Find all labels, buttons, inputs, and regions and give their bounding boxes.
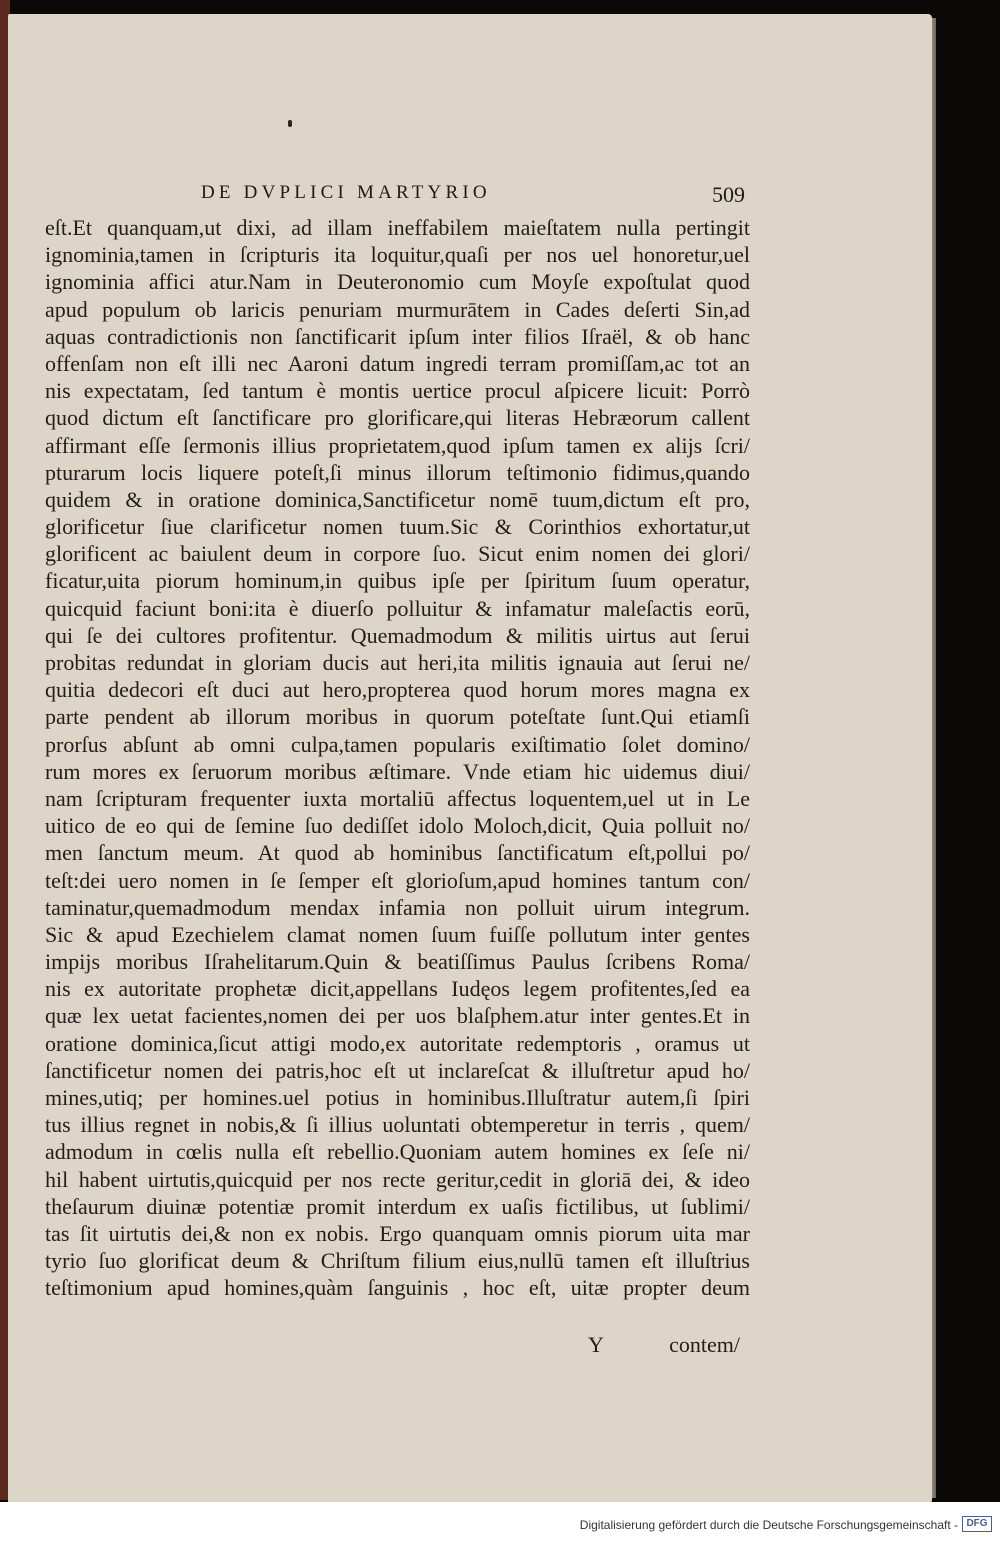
text-line: rum mores ex ſeruorum moribus æſtimare. Vnde etiam hic uidemus diui/ — [45, 758, 750, 784]
text-line: ſanctificetur nomen dei patris,hoc eſt ut inclareſcat & illuſtretur apud ho/ — [45, 1057, 750, 1083]
text-line: prorſus abſunt ab omni culpa,tamen popularis exiſtimatio ſolet domino/ — [45, 731, 750, 757]
text-line: tyrio ſuo glorificat deum & Chriſtum filium eius,nullū tamen eſt illuſtrius — [45, 1248, 750, 1274]
text-line: mines,utiq; per homines.uel potius in hominibus.Illuſtratur autem,ſi ſpiri — [45, 1085, 750, 1110]
page-header — [195, 182, 745, 212]
text-line: tas ſit uirtutis dei,& non ex nobis. Ergo quanquam omnis piorum uita mar — [45, 1220, 750, 1246]
text-line: tus illius regnet in nobis,& ſi illius uoluntati obtemperetur in terris , quem/ — [45, 1112, 750, 1138]
text-line: probitas redundat in gloriam ducis aut heri,ita militis ignauia aut ſerui ne/ — [45, 650, 750, 675]
digitization-footer — [0, 1502, 1000, 1551]
running-head: DE DVPLICI MARTYRIO — [201, 182, 491, 203]
text-line: ignominia,tamen in ſcripturis ita loquitur,quaſi per nos uel honoretur,uel — [45, 242, 750, 268]
text-line: impijs moribus Iſrahelitarum.Quin & beatiſſimus Paulus ſcribens Roma/ — [45, 949, 750, 975]
text-line: admodum in cœlis nulla eſt rebellio.Quoniam autem homines ex ſeſe ni/ — [45, 1139, 750, 1165]
text-line: pturarum locis liquere poteſt,ſi minus illorum teſtimonio fidimus,quando — [45, 459, 750, 485]
text-line: teſt:dei uero nomen in ſe ſemper eſt glorioſum,apud homines tantum con/ — [45, 867, 750, 893]
text-line: uitico de eo qui de ſemine ſuo dediſſet idolo Moloch,dicit, Quia polluit no/ — [45, 813, 750, 839]
text-line: nis ex autoritate prophetæ dicit,appellans Iudęos legem profitentes,ſed ea — [45, 976, 750, 1002]
funding-credit: Digitalisierung gefördert durch die Deutsche Forschungsgemeinschaft - — [579, 1518, 958, 1532]
text-line: parte pendent ab illorum moribus in quorum poteſtate ſunt.Qui etiamſi — [45, 704, 750, 730]
text-line: theſaurum diuinæ potentiæ promit interdum ex uaſis fictilibus, ut ſublimi/ — [45, 1193, 750, 1219]
dfg-logo-icon: DFG — [962, 1516, 992, 1532]
text-line: ignominia affici atur.Nam in Deuteronomio cum Moyſe expoſtulat quod — [45, 269, 750, 295]
text-line: offenſam non eſt illi nec Aaroni datum ingredi terram promiſſam,ac tot an — [45, 350, 750, 376]
text-line: qui ſe dei cultores profitentur. Quemadmodum & militis uirtus aut ſerui — [45, 622, 750, 648]
text-line: eſt.Et quanquam,ut dixi, ad illam ineffabilem maieſtatem nulla pertingit — [45, 215, 750, 240]
signature-line — [570, 1332, 740, 1360]
text-line: hil habent uirtutis,quicquid per nos recte geritur,cedit in gloriā dei, & ideo — [45, 1166, 750, 1192]
text-line: oratione dominica,ſicut attigi modo,ex autoritate redemptoris , oramus ut — [45, 1030, 750, 1056]
body-text — [45, 214, 750, 1302]
text-line: quod dictum eſt ſanctificare pro glorificare,qui literas Hebræorum callent — [45, 405, 750, 431]
text-line: quitia dedecori eſt duci aut hero,propterea quod horum mores magna ex — [45, 677, 750, 703]
folio-number: 509 — [712, 182, 745, 207]
text-line: ficatur,uita piorum hominum,in quibus ipſe per ſpiritum ſuum operatur, — [45, 568, 750, 594]
text-line: Sic & apud Ezechielem clamat nomen ſuum fuiſſe pollutum inter gentes — [45, 921, 750, 947]
signature-mark: Y — [588, 1332, 604, 1357]
text-line: nam ſcripturam frequenter iuxta mortaliū affectus loquentem,uel ut in Le — [45, 785, 750, 811]
text-line: taminatur,quemadmodum mendax infamia non polluit uirum integrum. — [45, 894, 750, 920]
text-line: quæ lex uetat facientes,nomen dei per uos blaſphem.atur inter gentes.Et in — [45, 1003, 750, 1029]
text-line: apud populum ob laricis penuriam murmurātem in Cades deſerti Sin,ad — [45, 296, 750, 322]
text-line: glorificent ac baiulent deum in corpore ſuo. Sicut enim nomen dei glori/ — [45, 541, 750, 567]
text-line: aquas contradictionis non ſanctificarit ipſum inter filios Iſraël, & ob hanc — [45, 323, 750, 349]
text-line: glorificetur ſiue clarificetur nomen tuum.Sic & Corinthios exhortatur,ut — [45, 514, 750, 540]
text-line: affirmant eſſe ſermonis illius proprietatem,quod ipſum tamen ex alijs ſcri/ — [45, 432, 750, 458]
text-line: nis expectatam, ſed tantum è montis uertice procul aſpicere licuit: Porrò — [45, 378, 750, 404]
catchword: contem/ — [669, 1332, 740, 1357]
text-line: men ſanctum meum. At quod ab hominibus ſanctificatum eſt,pollui po/ — [45, 840, 750, 866]
text-line: teſtimonium apud homines,quàm ſanguinis , hoc eſt, uitæ propter deum — [45, 1275, 750, 1301]
ink-mark — [288, 120, 292, 127]
text-line: quidem & in oratione dominica,Sanctificetur nomē tuum,dictum eſt pro, — [45, 486, 750, 512]
text-line: quicquid faciunt boni:ita è diuerſo polluitur & infamatur maleſactis eorū, — [45, 595, 750, 621]
